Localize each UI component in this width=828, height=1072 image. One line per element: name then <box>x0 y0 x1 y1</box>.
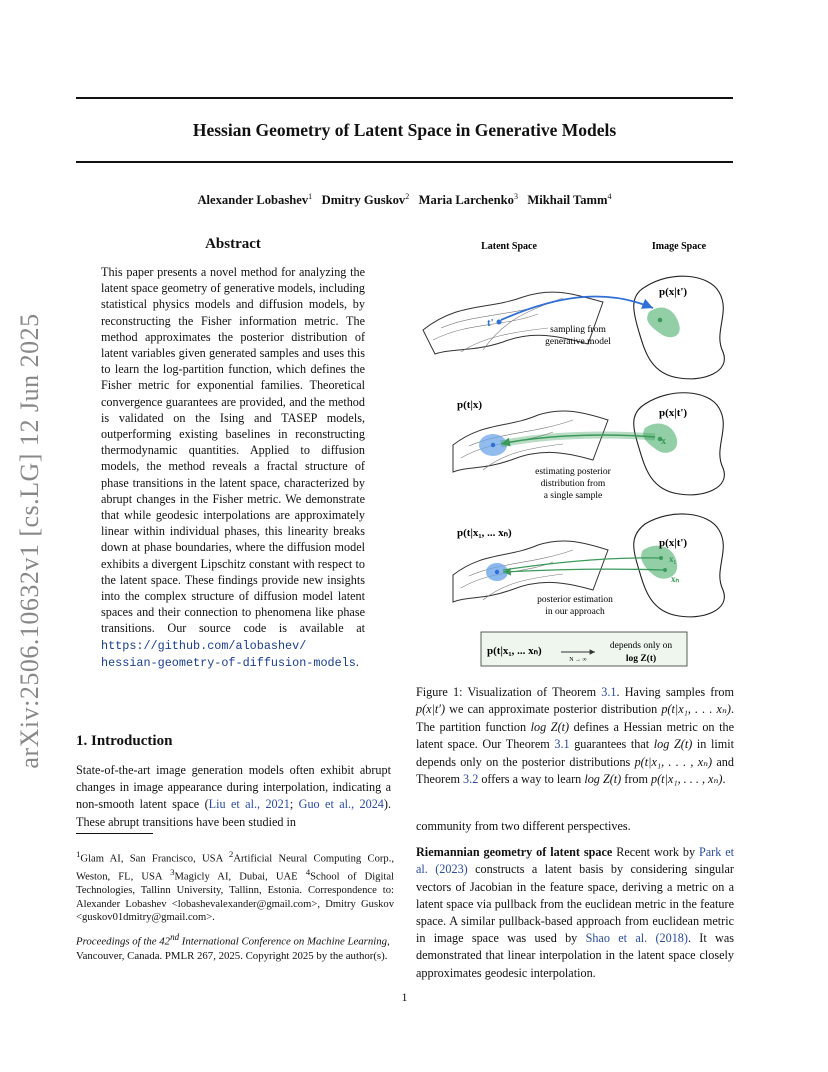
page-number: 1 <box>401 990 408 1004</box>
svg-text:depends only on: depends only on <box>609 641 673 651</box>
svg-text:xₙ: xₙ <box>671 574 680 584</box>
figure-1 <box>413 232 735 672</box>
introduction-text: State-of-the-art image generation models often exhibit abrupt changes in image appearance during interpolation, indicating a non-smooth latent space (Liu et al., 2021; Guo et al., 2024). These abrupt transitions have been studied in <box>76 763 392 829</box>
svg-text:sampling from: sampling from <box>550 325 606 335</box>
sample-point-label: t' <box>487 317 494 329</box>
author-name: Mikhail Tamm <box>527 193 608 208</box>
svg-text:a single sample: a single sample <box>543 491 603 501</box>
right-column-text <box>416 818 734 982</box>
svg-text:p(t|x₁, ... xₙ): p(t|x₁, ... xₙ) <box>487 645 542 657</box>
citation-link[interactable]: Guo et al., 2024 <box>298 797 384 812</box>
top-rule <box>76 97 733 99</box>
citation-link[interactable]: Shao et al. (2018) <box>585 931 688 946</box>
riemannian-paragraph: Riemannian geometry of latent space Recent work by Park et al. (2023) constructs a latent basis by considering singular vectors of Jacobian in the feature space, deriving a metric on a latent space via pullback from the euclidean metric in the feature space. A similar pullback-based approach from euclidean metric in image space was used by Shao et al. (2018). It was demonstrated that linear interpolation in the latent space closely approximates geodesic interpolation. <box>416 845 735 980</box>
affiliation-mark: 2 <box>405 192 410 201</box>
continuation-line: community from two different perspectives. <box>416 819 631 833</box>
svg-text:x: x <box>661 436 666 447</box>
arxiv-stamp-text: arXiv:2506.10632v1 [cs.LG] 12 Jun 2025 <box>15 313 44 769</box>
author-name: Dmitry Guskov <box>321 193 406 208</box>
theorem-ref[interactable]: 3.1 <box>554 737 570 752</box>
author-name: Alexander Lobashev <box>197 193 309 208</box>
paper-title: Hessian Geometry of Latent Space in Generative Models <box>192 120 617 140</box>
paragraph-heading: Riemannian geometry of latent space <box>416 845 613 860</box>
svg-text:x₁: x₁ <box>669 554 677 564</box>
svg-text:p(x|t'): p(x|t') <box>659 537 688 549</box>
abstract-text: This paper presents a novel method for analyzing the latent space geometry of generative models, including statistical physics models and diffusion models, by reconstructing the Fisher information metric. The method approximates the posterior distribution of latent variables given generated samples and uses this to learn the log-partition function, which defines the Fisher metric for exponential families. Theoretical convergence guarantees are provided, and the method is validated on the Ising and TASEP models, outperforming existing baselines in reconstructing thermodynamic quantities. Applied to diffusion models, the method reveals a fractal structure of phase transitions in the latent space, characterized by abrupt changes in the Fisher metric. We demonstrate that while geodesic interpolations are approximately linear within individual phases, this linearity breaks down at phase boundaries, where the diffusion model exhibits a divergent Lipschitz constant with respect to the latent space. These findings provide new insights into the complex structure of diffusion model latent spaces and their connection to phenomena like phase transitions. Our source code is available at <box>101 265 365 636</box>
svg-text:estimating posterior: estimating posterior <box>535 467 611 477</box>
panel-sampling <box>423 276 724 379</box>
title-rule <box>76 161 733 163</box>
theorem-ref[interactable]: 3.2 <box>463 772 479 787</box>
svg-text:distribution from: distribution from <box>540 479 606 489</box>
affiliation-mark: 3 <box>513 192 518 201</box>
footnote-rule <box>76 833 153 834</box>
svg-text:log Z(t): log Z(t) <box>625 654 657 664</box>
citation-link[interactable]: Park et al. (2023) <box>416 845 735 877</box>
svg-text:p(t|x): p(t|x) <box>457 399 483 411</box>
section-heading-introduction: 1. Introduction <box>76 733 173 749</box>
likelihood-label: p(x|t') <box>659 286 688 298</box>
author-list <box>76 192 733 208</box>
abstract-heading: Abstract <box>205 236 261 252</box>
svg-text:N → ∞: N → ∞ <box>569 657 587 663</box>
source-code-link[interactable]: https://github.com/alobashev/ hessian-geometry-of-diffusion-models <box>101 638 356 670</box>
svg-text:in our approach: in our approach <box>545 607 605 617</box>
theorem-ref[interactable]: 3.1 <box>601 685 617 699</box>
proceedings-note: Proceedings of the 42nd International Conference on Machine Learning, Vancouver, Canada. PMLR 267, 2025. Copyright 2025 by the author(s). <box>76 932 390 962</box>
panel-single-sample <box>453 393 724 501</box>
svg-text:posterior estimation: posterior estimation <box>537 595 613 605</box>
svg-text:p(x|t'): p(x|t') <box>659 407 688 419</box>
abstract-body: This paper presents a novel method for analyzing the latent space geometry of generative models, including statistical physics models and diffusion models, by reconstructing the Fisher information metric. The method approximates the posterior distribution of latent variables given generated samples and uses this to learn the log-partition function, which defines the Fisher metric for exponential families. Theoretical convergence guarantees are provided, and the method is validated on the Ising and TASEP models, outperforming existing baselines in reconstructing thermodynamic quantities. Applied to diffusion models, the method reveals a fractal structure of phase transitions in the latent space, characterized by abrupt changes in the Fisher metric. We demonstrate that while geodesic interpolations are approximately linear within individual phases, this linearity breaks down at phase boundaries, where the diffusion model exhibits a divergent Lipschitz constant with respect to the latent space. These findings provide new insights into the complex structure of diffusion model latent spaces and their connection to phenomena like phase transitions. Our source code is available at https://github.com/alobashev/ hessian-geometry-of-diffusion-models. <box>101 265 365 670</box>
panel-our-approach <box>453 514 724 617</box>
author-name: Maria Larchenko <box>418 193 514 208</box>
latent-space-label: Latent Space <box>481 241 537 252</box>
citation-link[interactable]: Liu et al., 2021 <box>208 797 290 812</box>
svg-text:p(t|x₁, ... xₙ): p(t|x₁, ... xₙ) <box>457 527 512 539</box>
limit-box <box>481 632 687 666</box>
arxiv-stamp <box>10 306 50 776</box>
svg-text:generative model: generative model <box>545 337 611 347</box>
affiliation-mark: 1 <box>308 192 313 201</box>
affiliations-footnote: $^1$Glam AI, San Francisco, USA $^2$Artificial Neural Computing Corp., Weston, FL, USA $^3$Magicly AI, Dubai, UAE $^4$School of Digital Technologies, Tallinn University, Tallinn, Estonia. Correspondence to: Alexander Lobashev <lobashevalexander@gmail.com>, Dmitry Guskov <guskov01dmitry@gmail.com>. <box>76 849 394 924</box>
affiliation-mark: 4 <box>607 192 612 201</box>
image-space-label: Image Space <box>651 241 707 252</box>
figure-caption: Figure 1: Visualization of Theorem 3.1. Having samples from p(x|t′) we can approximate posterior distribution p(t|x₁, . . . xₙ). The partition function log Z(t) defines a Hessian metric on the latent space. Our Theorem 3.1 guarantees that log Z(t) in limit depends only on the posterior distributions p(t|x₁, . . . , xₙ) and Theorem 3.2 offers a way to learn log Z(t) from p(t|x₁, . . . , xₙ). <box>416 685 734 787</box>
